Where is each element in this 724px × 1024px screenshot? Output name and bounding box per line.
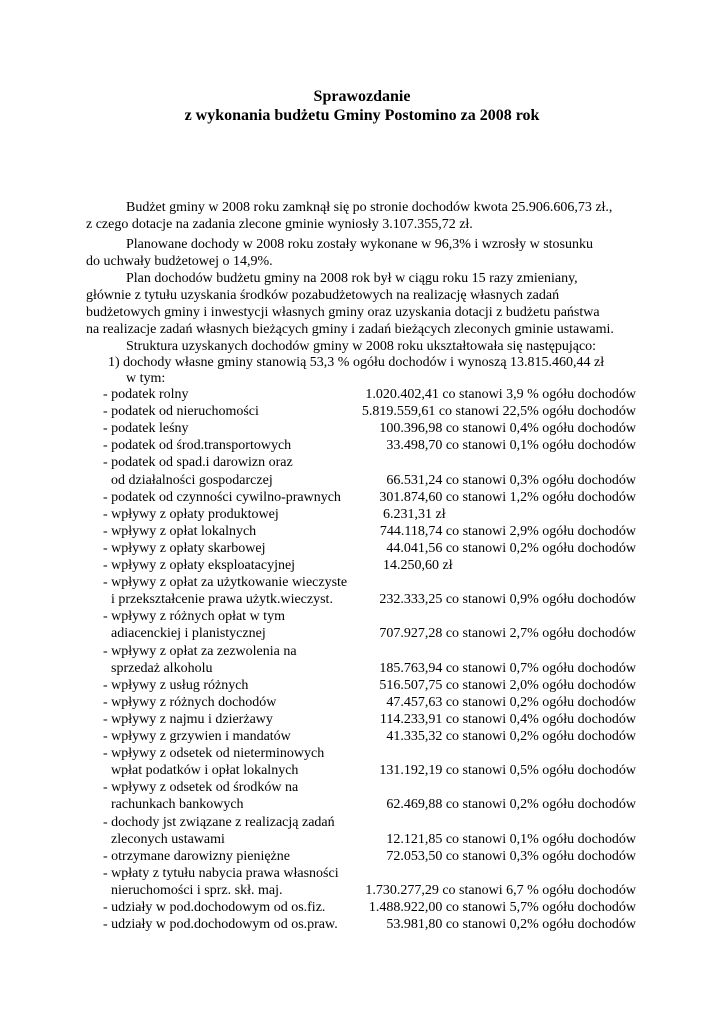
- item-label: - wpływy z opłaty produktowej: [103, 506, 279, 522]
- item-label: - wpłaty z tytułu nabycia prawa własności: [103, 865, 339, 881]
- item-amount: 707.927,28 co stanowi 2,7% ogółu dochodów: [379, 626, 636, 642]
- item-amount: 131.192,19 co stanowi 0,5% ogółu dochodów: [379, 763, 636, 779]
- intro-line: Struktura uzyskanych dochodów gminy w 2008 roku ukształtowała się następująco:: [126, 339, 597, 354]
- item-label: - podatek od środ.transportowych: [103, 438, 292, 454]
- item-label: - wpływy z opłaty skarbowej: [103, 540, 266, 556]
- item-label: - wpływy z opłat za użytkowanie wieczyste: [103, 575, 348, 591]
- document-subtitle: z wykonania budżetu Gminy Postomino za 2008 rok: [184, 107, 540, 124]
- item-amount: 33.498,70 co stanowi 0,1% ogółu dochodów: [386, 438, 636, 454]
- item-amount: 62.469,88 co stanowi 0,2% ogółu dochodów: [386, 797, 636, 813]
- item-amount: 41.335,32 co stanowi 0,2% ogółu dochodów: [386, 729, 636, 744]
- item-label: - podatek od nieruchomości: [103, 404, 259, 420]
- item-amount: 744.118,74 co stanowi 2,9% ogółu dochodów: [379, 523, 636, 539]
- item-amount: 114.233,91 co stanowi 0,4% ogółu dochodów: [379, 711, 636, 727]
- item-label-continuation: i przekształcenie prawa użytk.wieczyst.: [111, 592, 333, 608]
- item-amount: 44.041,56 co stanowi 0,2% ogółu dochodów: [386, 540, 636, 556]
- intro-line: 1) dochody własne gminy stanowią 53,3 % ogółu dochodów i wynoszą 13.815.460,44 zł: [108, 355, 605, 370]
- item-label-continuation: rachunkach bankowych: [111, 797, 244, 813]
- item-label: - podatek rolny: [103, 387, 189, 402]
- item-amount: 1.488.922,00 co stanowi 5,7% ogółu dochodów: [368, 900, 636, 915]
- intro-line: budżetowych gminy i inwestycji własnych gminy oraz uzyskania dotacji z budżetu państwa: [86, 305, 600, 320]
- item-amount: 100.396,98 co stanowi 0,4% ogółu dochodów: [379, 421, 636, 437]
- item-label: - wpływy z opłaty eksploatacyjnej: [103, 558, 296, 573]
- item-label: - wpływy z opłat za zezwolenia na: [103, 643, 297, 659]
- item-amount: 516.507,75 co stanowi 2,0% ogółu dochodów: [379, 677, 636, 693]
- item-label: - wpływy z najmu i dzierżawy: [103, 711, 273, 727]
- item-amount: 66.531,24 co stanowi 0,3% ogółu dochodów: [386, 472, 636, 488]
- item-label: - wpływy z grzywien i mandatów: [103, 729, 291, 744]
- item-label: - podatek od czynności cywilno-prawnych: [103, 489, 341, 505]
- item-label-continuation: sprzedaż alkoholu: [111, 660, 213, 676]
- item-label: - wpływy z odsetek od środków na: [103, 780, 299, 796]
- intro-line: Budżet gminy w 2008 roku zamknął się po stronie dochodów kwota 25.906.606,73 zł.,: [126, 200, 613, 215]
- item-label-continuation: od działalności gospodarczej: [111, 472, 273, 488]
- item-label: - wpływy z usług różnych: [103, 677, 249, 693]
- item-amount: 14.250,60 zł: [383, 558, 453, 573]
- item-label: - podatek leśny: [103, 421, 189, 437]
- item-amount: 1.020.402,41 co stanowi 3,9 % ogółu dochodów: [365, 387, 636, 402]
- item-label: - wpływy z odsetek od nieterminowych: [103, 746, 325, 762]
- intro-line: na realizacje zadań własnych bieżących gminy i zadań bieżących zleconych gminie ustawami.: [86, 322, 614, 337]
- item-amount: 5.819.559,61 co stanowi 22,5% ogółu dochodów: [361, 404, 636, 420]
- item-label-continuation: nieruchomości i sprz. skł. maj.: [111, 882, 283, 898]
- item-label: - udziały w pod.dochodowym od os.praw.: [103, 917, 338, 933]
- item-amount: 53.981,80 co stanowi 0,2% ogółu dochodów: [386, 917, 636, 933]
- item-label: - dochody jst związane z realizacją zadań: [103, 814, 335, 830]
- intro-line: głównie z tytułu uzyskania środków pozabudżetowych na realizację własnych zadań: [86, 288, 560, 303]
- item-amount: 72.053,50 co stanowi 0,3% ogółu dochodów: [386, 848, 636, 864]
- item-label: - udziały w pod.dochodowym od os.fiz.: [103, 900, 326, 915]
- item-label: - wpływy z opłat lokalnych: [103, 523, 257, 539]
- intro-line: Plan dochodów budżetu gminy na 2008 rok był w ciągu roku 15 razy zmieniany,: [126, 271, 578, 286]
- intro-line: w tym:: [126, 371, 166, 386]
- intro-line: Planowane dochody w 2008 roku zostały wykonane w 96,3% i wzrosły w stosunku: [126, 237, 593, 252]
- item-amount: 12.121,85 co stanowi 0,1% ogółu dochodów: [386, 831, 636, 847]
- item-label: - wpływy z różnych dochodów: [103, 694, 277, 710]
- item-label: - otrzymane darowizny pieniężne: [103, 848, 290, 864]
- item-amount: 301.874,60 co stanowi 1,2% ogółu dochodów: [379, 489, 636, 505]
- item-amount: 6.231,31 zł: [383, 506, 446, 522]
- intro-line: do uchwały budżetowej o 14,9%.: [86, 254, 273, 269]
- intro-line: z czego dotacje na zadania zlecone gminie wyniosły 3.107.355,72 zł.: [86, 217, 473, 232]
- item-label-continuation: adiacenckiej i planistycznej: [111, 626, 266, 642]
- item-amount: 1.730.277,29 co stanowi 6,7 % ogółu dochodów: [365, 882, 636, 898]
- item-label-continuation: wpłat podatków i opłat lokalnych: [111, 763, 299, 779]
- item-label: - podatek od spad.i darowizn oraz: [103, 455, 293, 471]
- item-amount: 232.333,25 co stanowi 0,9% ogółu dochodów: [379, 592, 636, 608]
- item-label-continuation: zleconych ustawami: [111, 831, 225, 847]
- document-title: Sprawozdanie: [313, 88, 411, 105]
- item-amount: 47.457,63 co stanowi 0,2% ogółu dochodów: [386, 694, 636, 710]
- item-amount: 185.763,94 co stanowi 0,7% ogółu dochodów: [379, 660, 636, 676]
- item-label: - wpływy z różnych opłat w tym: [103, 609, 285, 625]
